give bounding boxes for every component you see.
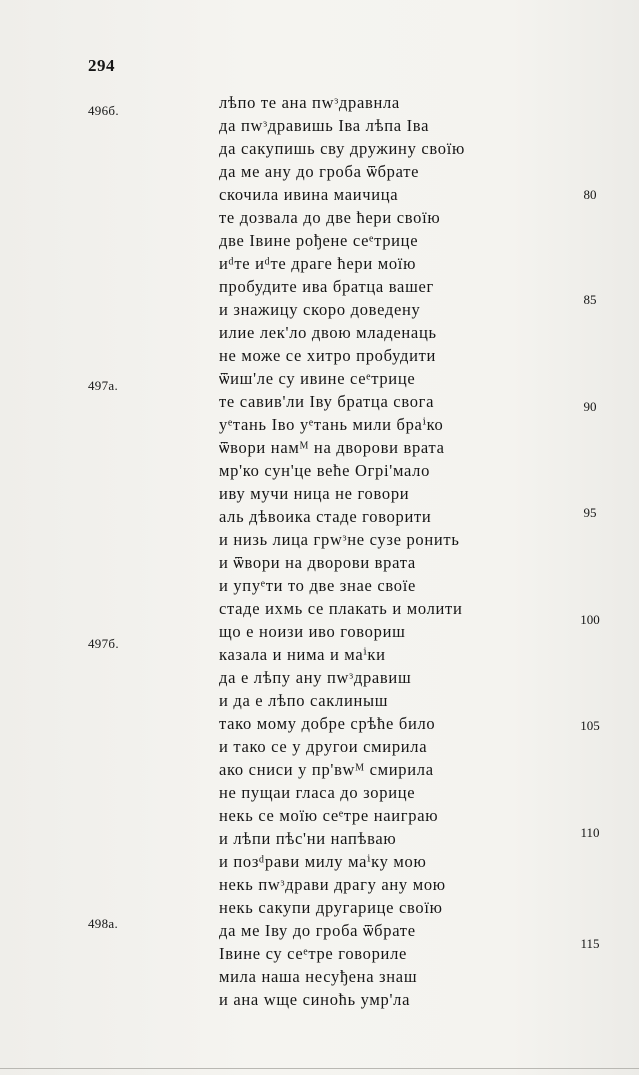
verse-line: и ана wще синоћь умр'ла (219, 990, 411, 1009)
verse-line: Івине су сеᵉтре говориле (219, 944, 408, 963)
margin-ref: 497а. (88, 378, 119, 393)
verse-line: скочила ивина маичица (219, 185, 399, 204)
verse-line: и упуᵉти то две знае своїе (219, 576, 417, 595)
verse-line: що е ноизи иво говориш (219, 622, 406, 641)
verse-line: тако мому добре срѣће било (219, 714, 436, 733)
verse-line: мр'ко сун'це веће Огрі'мало (219, 461, 431, 480)
verse-line: илие лек'ло двою младенаць (219, 323, 437, 342)
page-number: 294 (88, 56, 115, 75)
verse-line: казала и нима и маⁱки (219, 645, 386, 664)
verse-line: да е лѣпу ану пwᶟдравиш (219, 668, 412, 687)
verse-line: некь сакупи другарице своїю (219, 898, 443, 917)
verse-line: да пwᶟдравишь Іва лѣпа Іва (219, 116, 430, 135)
verse-line: мила наша несуђена знаш (219, 967, 418, 986)
verse-line: некь се моїю сеᵉтре наиграю (219, 806, 439, 825)
verse-line: да ме ану до гроба ѿбрате (219, 162, 420, 181)
verse-line: и знажицу скоро доведену (219, 300, 421, 319)
verse-line: да сакупишь сву дружину своїю (219, 139, 466, 158)
verse-line: две Івине рођене сеᵉтрице (219, 231, 419, 250)
verse-line: и низь лица грwᶟне сузе ронить (219, 530, 460, 549)
verse-line: пробудите ива братца вашег (219, 277, 434, 296)
verse-line: и тако се у другои смирила (219, 737, 428, 756)
verse-line: не може се хитро пробудити (219, 346, 437, 365)
page-edge-rule (0, 1068, 639, 1069)
verse-line: ѿвори намᴹ на дворови врата (219, 438, 445, 457)
verse-line: лѣпо те ана пwᶟдравнла (219, 93, 400, 112)
verse-line: аль дѣвоика стаде говорити (219, 507, 432, 526)
margin-ref: 498а. (88, 916, 119, 931)
verse-line: ѿиш'ле су ивине сеᵉтрице (219, 369, 416, 388)
verse-line: некь пwᶟдрави драгу ану мою (219, 875, 446, 894)
verse-line: стаде ихмь се плакать и молити (219, 599, 463, 618)
verse-line: ако сниси у пр'вwᴹ смирила (219, 760, 434, 779)
line-number: 105 (580, 718, 600, 733)
verse-line: уᵉтань Іво уᵉтань мили браⁱко (219, 415, 444, 434)
line-number: 100 (580, 612, 600, 627)
verse-line: иᵈте иᵈте драге ћери моїю (219, 254, 417, 273)
line-number: 115 (580, 936, 600, 951)
verse-line: и да е лѣпо саклиныш (219, 691, 389, 710)
verse-line: те савив'ли Іву братца свога (219, 392, 435, 411)
line-number: 95 (583, 505, 597, 520)
verse-line: да ме Іву до гроба ѿбрате (219, 921, 416, 940)
verse-line: не пущаи гласа до зорице (219, 783, 416, 802)
line-number: 90 (583, 399, 597, 414)
margin-ref: 497б. (88, 636, 119, 651)
margin-ref: 496б. (88, 103, 119, 118)
line-number: 85 (583, 292, 597, 307)
verse-line: и лѣпи пѣс'ни напѣваю (219, 829, 397, 848)
verse-line: и ѿвори на дворови врата (219, 553, 416, 572)
line-number: 80 (583, 187, 597, 202)
line-number: 110 (580, 825, 600, 840)
verse-line: иву мучи ница не говори (219, 484, 410, 503)
verse-line: и позᵈрави милу маⁱку мою (219, 852, 427, 871)
verse-line: те дозвала до две ћери своїю (219, 208, 441, 227)
